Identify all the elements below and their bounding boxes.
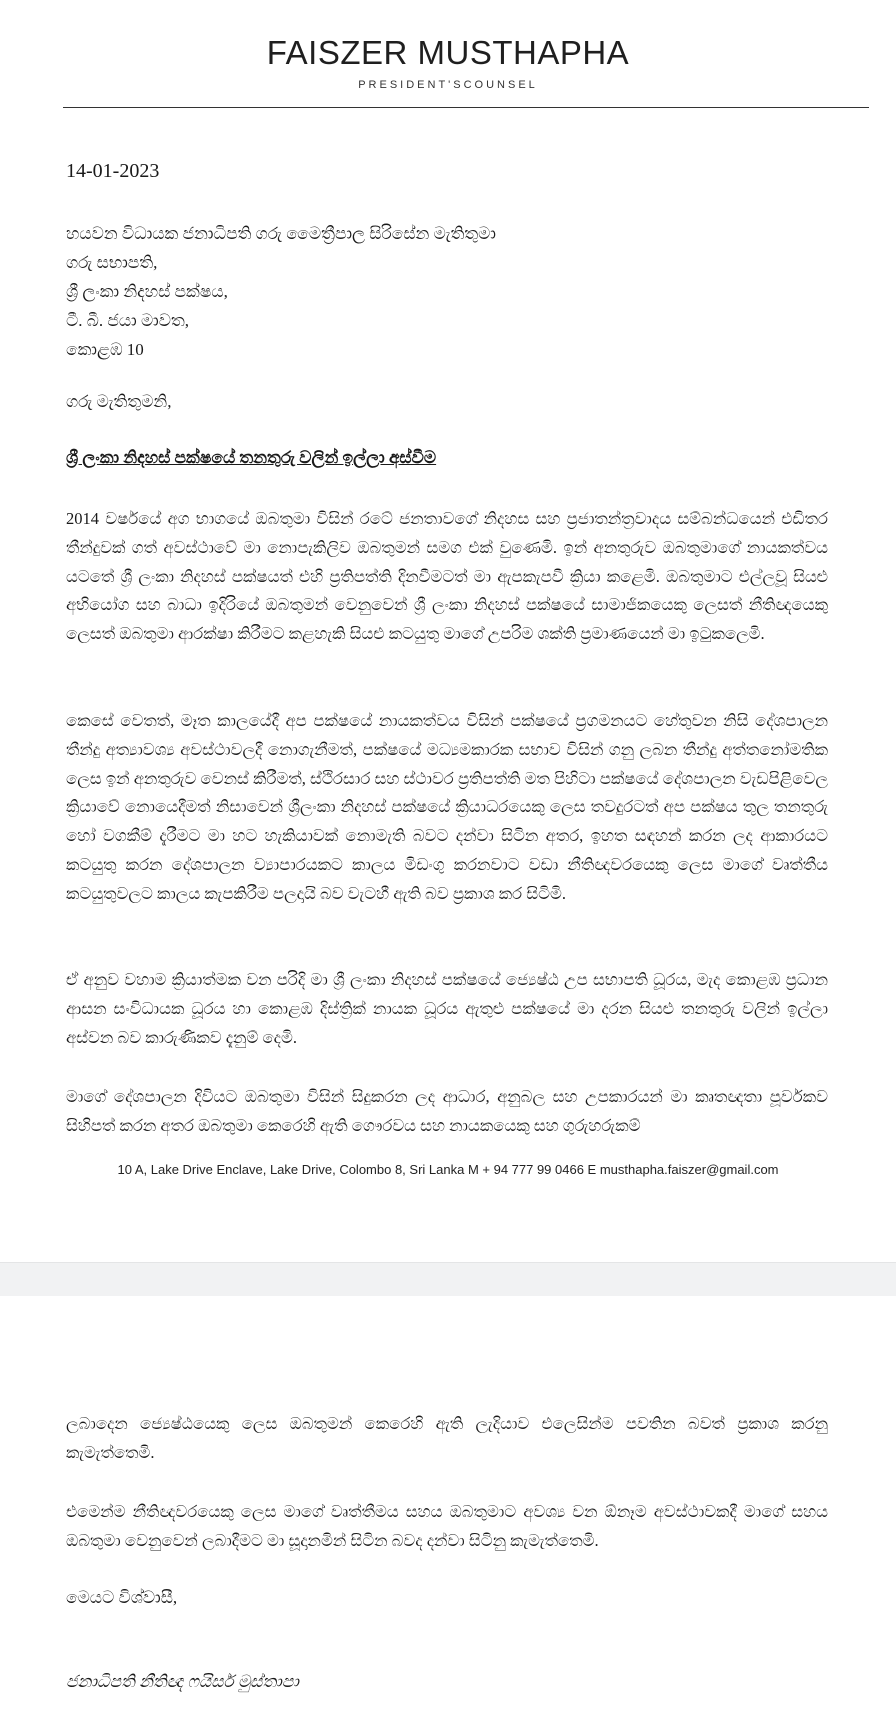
signature: ජනාධිපති නීතිඥ ෆයිසර් මුස්තාපා: [66, 1672, 299, 1691]
body-paragraph: කෙසේ වෙතත්, මෑත කාලයේදී අප පක්ෂයේ නායකත්වය විසින් පක්ෂයේ ප්‍රගමනයට හේතුවන නිසි දේශපාලන තීන්දු අත්‍යාවශ්‍ය අවස්ථාවලදී නොගැනීමත්, පක්ෂයේ මධ්‍යමකාරක සභාව විසින් ගනු ලබන තීන්දු අත්තනෝමතික ලෙස ඉන් අනතුරුව වෙනස් කිරීමත්, ස්ථිරසාර සහ ස්ථාවර ප්‍රතිපත්ති මත පිහිටා පක්ෂයේ දේශපාලන වැඩපිළිවෙල ක්‍රියාවේ නොයෙදීමත් නිසාවෙන් ශ්‍රීලංකා නිදහස් පක්ෂයේ ක්‍රියාධරයෙකු ලෙස තවදුරටත් අප පක්ෂය තුල තනතුරු හෝ වගකීම් දැරීමට මා හට හැකියාවක් නොමැති බවට දන්වා සිටින අතර, ඉහත සඳහන් කරන ලද ආකාරයට කටයුතු කරන දේශපාලන ව්‍යාපාරයකට කාලය මිඩංගු කරනවාට වඩා නීතිඥවරයෙකු ලෙස මාගේ වෘත්තීය කටයුතුවලට කාලය කැපකිරීම පලදායි බව වැටහී ඇති බව ප්‍රකාශ කර සිටිමි.: [66, 711, 828, 903]
address-line: කොළඹ 10: [66, 340, 144, 359]
body-paragraph: මාගේ දේශපාලන දිවියට ඔබතුමා විසින් සිදුකරන ලද ආධාර, අනුබල සහ උපකාරයන් මා කෘතඥතා පූර්වකව සිහිපත් කරන අතර ඔබතුමා කෙරෙහි ඇති ගෞරවය සහ නායකයෙකු සහ ගුරුහරුකම්: [66, 1087, 828, 1135]
letterhead-footer: 10 A, Lake Drive Enclave, Lake Drive, Colombo 8, Sri Lanka M + 94 777 99 0466 E musthapha.faiszer@gmail.com: [117, 1162, 779, 1177]
recipient-address: [66, 219, 496, 364]
body-paragraph: ඒ අනුව වහාම ක්‍රියාත්මක වන පරිදි මා ශ්‍රී ලංකා නිදහස් පක්ෂයේ ජ්‍යෙෂ්ඨ උප සභාපති ධූරය, මැද කොළඹ ප්‍රධාන ආසන සංවිධායක ධූරය හා කොළඹ දිස්ත්‍රික් නායක ධූරය ඇතුළු පක්ෂයේ මා දරන සියළු තනතුරු වලින් ඉල්ලා අස්වන බව කාරුණිකව දැනුම් දෙමි.: [66, 970, 828, 1047]
letterhead-name: FAISZER MUSTHAPHA: [266, 34, 630, 71]
address-line: ශ්‍රී ලංකා නිදහස් පක්ෂය,: [66, 282, 228, 301]
letter-date: 14-01-2023: [66, 160, 160, 182]
closing: මෙයට විශ්වාසී,: [66, 1588, 178, 1607]
address-line: ටී. බී. ජයා මාවත,: [66, 311, 190, 330]
address-line: හයවන විධායක ජනාධිපති ගරු මෛත්‍රීපාල සිරිසේන මැතිතුමා: [66, 224, 496, 243]
body-paragraph: එමෙන්ම නීතිඥවරයෙකු ලෙස මාගේ වෘත්තීමය සහය ඔබතුමාට අවශ්‍ය වන ඕනෑම අවස්ථාවකදී මාගේ සහය ඔබතුමා වෙනුවෙන් ලබාදීමට මා සූදානමින් සිටින බවද දන්වා සිටිනු කැමැත්තෙමි.: [66, 1502, 828, 1550]
body-paragraph: ලබාදෙන ජ්‍යෙෂ්ඨයෙකු ලෙස ඔබතුමන් කෙරෙහි ඇති ලැදියාව එලෙසින්ම පවතින බවත් ප්‍රකාශ කරනු කැමැත්තෙමි.: [66, 1414, 828, 1462]
subject-line: ශ්‍රී ලංකා නිදහස් පක්ෂයේ තනතුරු වලින් ඉල්ලා අස්වීම: [66, 448, 437, 467]
letterhead-title: PRESIDENT'SCOUNSEL: [358, 79, 538, 91]
body-paragraph: 2014 වර්ෂයේ අග භාගයේ ඔබතුමා විසින් රටේ ජනතාවගේ නිදහස සහ ප්‍රජාතන්ත්‍රවාදය සම්බන්ධයෙන් එඩිතර තීන්දුවක් ගත් අවස්ථාවේ මා නොපැකිලිව ඔබතුමන් සමග එක් වුණෙමි. ඉන් අනතුරුව ඔබතුමාගේ නායකත්වය යටතේ ශ්‍රී ලංකා නිදහස් පක්ෂයත් එහි ප්‍රතිපත්ති දිනවීමටත් මා ඇපකැපවී ක්‍රියා කළෙමි. ඔබතුමාට එල්ලවූ සියළු අභියෝග සහ බාධා ඉදිරියේ ඔබතුමන් වෙනුවෙන් ශ්‍රී ලංකා නිදහස් පක්ෂයේ සාමාජිකයෙකු ලෙසත් නීතිඥයෙකු ලෙසත් ඔබතුමා ආරක්ෂා කිරීමට කළහැකි සියළු කටයුතු මාගේ උපරිම ශක්ති ප්‍රමාණයෙන් මා ඉටුකලෙමි.: [66, 509, 828, 644]
letterhead-divider: [63, 107, 869, 108]
page-separator: [0, 1262, 896, 1298]
address-line: ගරු සභාපති,: [66, 253, 158, 272]
salutation: ගරු මැතිතුමනි,: [66, 392, 172, 411]
